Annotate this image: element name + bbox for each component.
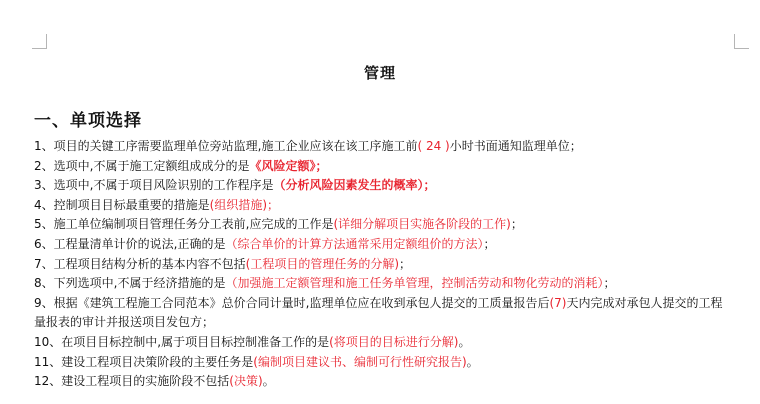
answer-text: (详细分解项目实施各阶段的工作) bbox=[333, 217, 511, 232]
document-title: 管理 bbox=[363, 64, 396, 82]
question-suffix: 天内完成对承包人提交的工程量报表的审计并报送项目发包方； bbox=[34, 295, 723, 330]
question-item-5 bbox=[34, 215, 734, 235]
question-item-6 bbox=[34, 235, 734, 255]
question-item-4 bbox=[34, 196, 734, 216]
answer-text: (决策) bbox=[229, 374, 263, 389]
answer-text: （分析风险因素发生的概率）； bbox=[273, 178, 436, 193]
question-item-1 bbox=[34, 137, 734, 157]
answer-text: (7) bbox=[549, 295, 567, 310]
question-text: 10、在项目目标控制中,属于项目目标控制准备工作的是 bbox=[34, 334, 330, 349]
question-text: 3、选项中,不属于项目风险识别的工作程序是 bbox=[34, 178, 274, 193]
question-text: 6、工程量清单计价的说法,正确的是 bbox=[34, 236, 226, 251]
answer-text: (工程项目的管理任务的分解) bbox=[245, 256, 400, 271]
question-suffix: 。 bbox=[458, 334, 471, 349]
page-corner-mark-right bbox=[734, 34, 749, 49]
question-text: 2、选项中,不属于施工定额组成成分的是 bbox=[34, 158, 250, 173]
section-heading: 一、单项选择 bbox=[34, 111, 142, 131]
answer-text: (组织措施)； bbox=[209, 197, 280, 212]
question-item-11 bbox=[34, 353, 734, 373]
question-item-2 bbox=[34, 157, 734, 177]
question-suffix: ； bbox=[483, 236, 496, 251]
question-item-10 bbox=[34, 333, 734, 353]
question-item-12 bbox=[34, 372, 734, 392]
answer-text: （加强施工定额管理和施工任务单管理，控制活劳动和物化劳动的消耗） bbox=[225, 276, 604, 291]
question-suffix: 。 bbox=[466, 354, 479, 369]
question-suffix: ； bbox=[510, 217, 523, 232]
question-suffix: 。 bbox=[262, 374, 275, 389]
question-list bbox=[34, 137, 734, 392]
answer-text: (将项目的目标进行分解) bbox=[329, 334, 459, 349]
question-item-8 bbox=[34, 274, 734, 294]
question-text: 4、控制项目目标最重要的措施是 bbox=[34, 197, 210, 212]
answer-text: （综合单价的计算方法通常采用定额组价的方法） bbox=[225, 236, 484, 251]
question-text: 1、项目的关键工序需要监理单位旁站监理,施工企业应该在该工序施工前 bbox=[34, 139, 418, 153]
page-corner-mark-left bbox=[32, 34, 47, 49]
question-text: 9、根据《建筑工程施工合同范本》总价合同计量时,监理单位应在收到承包人提交的工质量报告后 bbox=[34, 295, 550, 310]
question-text: 5、施工单位编制项目管理任务分工表前,应完成的工作是 bbox=[34, 217, 334, 232]
question-item-9 bbox=[34, 294, 734, 333]
question-text: 12、建设工程项目的实施阶段不包括 bbox=[34, 374, 230, 389]
question-suffix: ； bbox=[603, 276, 616, 291]
question-suffix: 小时书面通知监理单位； bbox=[449, 139, 582, 153]
question-item-7 bbox=[34, 255, 734, 275]
answer-text: ( 24 ) bbox=[417, 139, 450, 153]
question-text: 8、下列选项中,不属于经济措施的是 bbox=[34, 276, 226, 291]
question-text: 11、建设工程项目决策阶段的主要任务是 bbox=[34, 354, 254, 369]
answer-text: (编制项目建议书、编制可行性研究报告) bbox=[253, 354, 467, 369]
question-text: 7、工程项目结构分析的基本内容不包括 bbox=[34, 256, 246, 271]
question-item-3 bbox=[34, 176, 734, 196]
answer-text: 《风险定额》； bbox=[249, 158, 328, 173]
question-suffix: ； bbox=[399, 256, 412, 271]
